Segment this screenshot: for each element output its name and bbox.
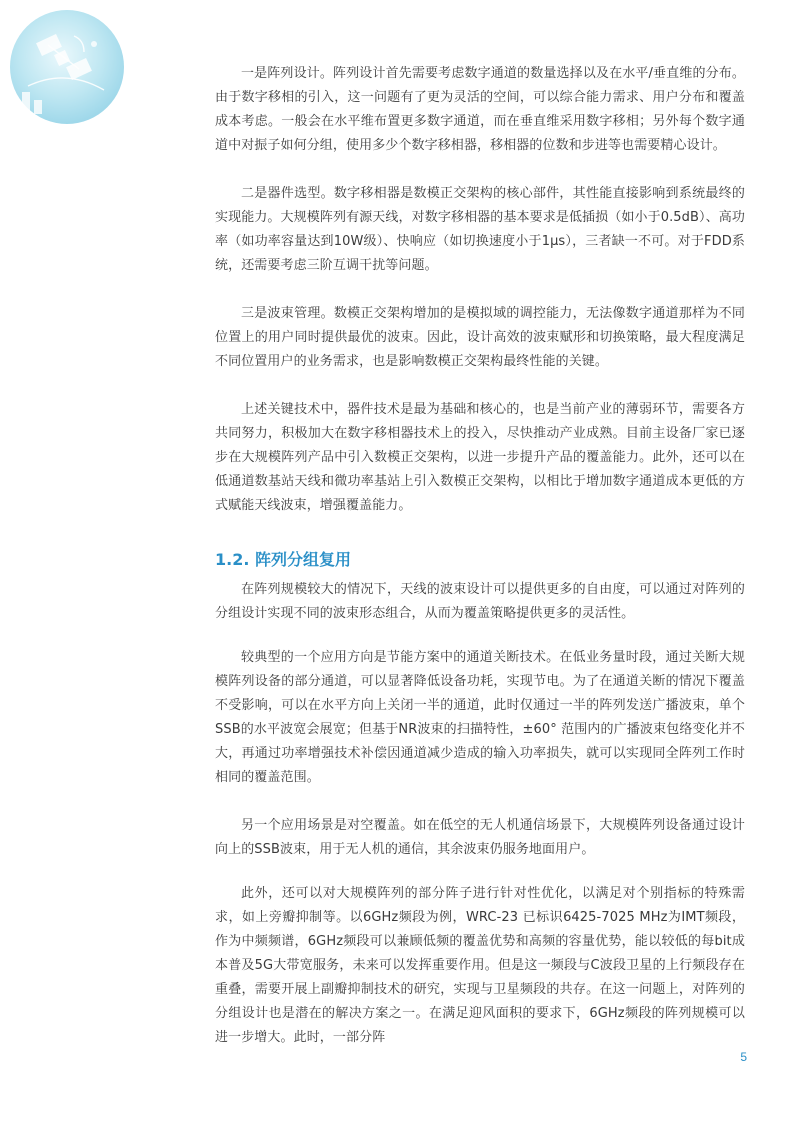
paragraph-beam-management: 三是波束管理。数模正交架构增加的是模拟域的调控能力，无法像数字通道那样为不同位置上的用户同时提供最优的波束。因此，设计高效的波束赋形和切换策略，最大程度满足不同位置用户的业务需求，也是影响数模正交架构最终性能的关键。 [215, 306, 745, 369]
document-body [215, 62, 745, 1074]
satellite-globe-icon [8, 8, 126, 126]
paragraph-sidelobe-suppression: 此外，还可以对大规模阵列的部分阵子进行针对性优化，以满足对个别指标的特殊需求，如上旁瓣抑制等。以6GHz频段为例，WRC-23 已标识6425-7025 MHz为IMT频段，作为中频频谱，6GHz频段可以兼顾低频的覆盖优势和高频的容量优势，能以较低的每bit成本普及5G大带宽服务，未来可以发挥重要作用。但是这一频段与C波段卫星的上行频段存在重叠，需要开展上副瓣抑制技术的研究，实现与卫星频段的共存。在这一问题上，对阵列的分组设计也是潜在的解决方案之一。在满足迎风面积的要求下，6GHz频段的阵列规模可以进一步增大。此时，一部分阵 [215, 886, 745, 1045]
paragraph-channel-shutdown: 较典型的一个应用方向是节能方案中的通道关断技术。在低业务量时段，通过关断大规模阵列设备的部分通道，可以显著降低设备功耗，实现节电。为了在通道关断的情况下覆盖不受影响，可以在水平方向上关闭一半的通道，此时仅通过一半的阵列发送广播波束，单个SSB的水平波宽会展宽；但基于NR波束的扫描特性，±60° 范围内的广播波束包络变化并不大，再通过功率增强技术补偿因通道减少造成的输入功率损失，就可以实现同全阵列工作时相同的覆盖范围。 [215, 650, 745, 785]
page-number: 5 [740, 1050, 747, 1064]
paragraph-array-grouping-intro: 在阵列规模较大的情况下，天线的波束设计可以提供更多的自由度，可以通过对阵列的分组设计实现不同的波束形态组合，从而为覆盖策略提供更多的灵活性。 [215, 582, 745, 621]
paragraph-key-technologies-summary: 上述关键技术中，器件技术是最为基础和核心的，也是当前产业的薄弱环节，需要各方共同努力，积极加大在数字移相器技术上的投入，尽快推动产业成熟。目前主设备厂家已逐步在大规模阵列产品中引入数模正交架构，以进一步提升产品的覆盖能力。此外，还可以在低通道数基站天线和微功率基站上引入数模正交架构，以相比于增加数字通道成本更低的方式赋能天线波束，增强覆盖能力。 [215, 402, 745, 513]
paragraph-array-design: 一是阵列设计。阵列设计首先需要考虑数字通道的数量选择以及在水平/垂直维的分布。由于数字移相的引入，这一问题有了更为灵活的空间，可以综合能力需求、用户分布和覆盖成本考虑。一般会在水平维布置更多数字通道，而在垂直维采用数字移相；另外每个数字通道中对振子如何分组，使用多少个数字移相器，移相器的位数和步进等也需要精心设计。 [215, 66, 745, 153]
paragraph-component-selection: 二是器件选型。数字移相器是数模正交架构的核心部件，其性能直接影响到系统最终的实现能力。大规模阵列有源天线，对数字移相器的基本要求是低插损（如小于0.5dB）、高功率（如功率容量达到10W级）、快响应（如切换速度小于1μs），三者缺一不可。对于FDD系统，还需要考虑三阶互调干扰等问题。 [215, 186, 745, 273]
paragraph-air-coverage: 另一个应用场景是对空覆盖。如在低空的无人机通信场景下，大规模阵列设备通过设计向上的SSB波束，用于无人机的通信，其余波束仍服务地面用户。 [215, 818, 745, 857]
section-heading: 1.2. 阵列分组复用 [215, 550, 351, 569]
